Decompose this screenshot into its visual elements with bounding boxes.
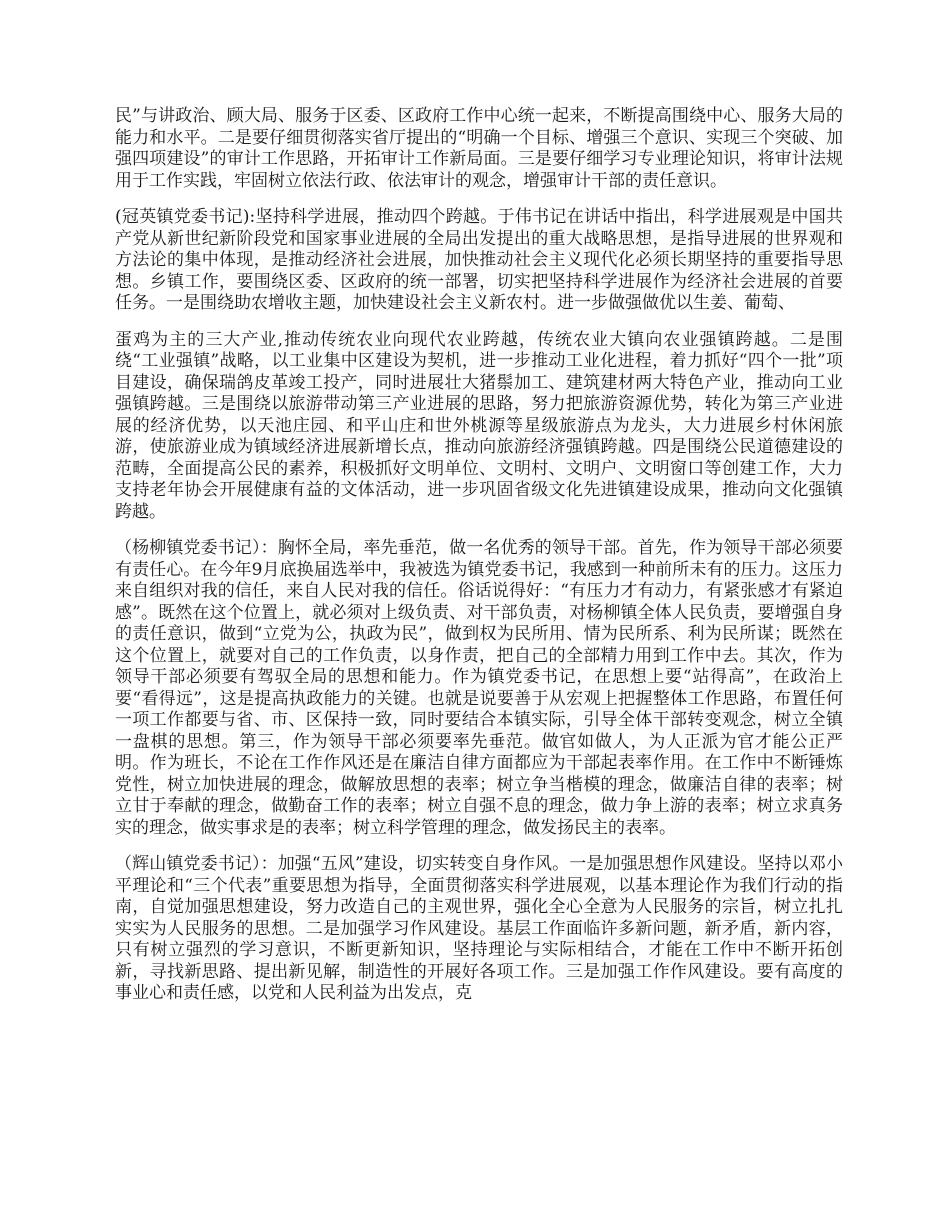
- paragraph-2: (冠英镇党委书记):坚持科学进展，推动四个跨越。于伟书记在讲话中指出，科学进展观是中国共产党从新世纪新阶段党和国家事业进展的全局出发提出的重大战略思想，是指导进展的世界观和方法论的集中体现，是推动经济社会进展，加快推动社会主义现代化必须长期坚持的重要指导思想。乡镇工作，要围绕区委、区政府的统一部署，切实把坚持科学进展作为经济社会进展的首要任务。一是围绕助农增收主题，加快建设社会主义新农村。进一步做强做优以生姜、葡萄、: [115, 207, 843, 313]
- paragraph-1: 民”与讲政治、顾大局、服务于区委、区政府工作中心统一起来，不断提高围绕中心、服务大局的能力和水平。二是要仔细贯彻落实省厅提出的“明确一个目标、增强三个意识、实现三个突破、加强四项建设”的审计工作思路，开拓审计工作新局面。三是要仔细学习专业理论知识，将审计法规用于工作实践，牢固树立依法行政、依法审计的观念，增强审计干部的责任意识。: [115, 106, 843, 191]
- document-page: [115, 106, 843, 1020]
- paragraph-5: （辉山镇党委书记）：加强“五风”建设，切实转变自身作风。一是加强思想作风建设。坚持以邓小平理论和“三个代表”重要思想为指导，全面贯彻落实科学进展观，以基本理论作为我们行动的指南，自觉加强思想建设，努力改造自己的主观世界，强化全心全意为人民服务的宗旨，树立扎扎实实为人民服务的思想。二是加强学习作风建设。基层工作面临许多新问题，新矛盾，新内容，只有树立强烈的学习意识，不断更新知识，坚持理论与实际相结合，才能在工作中不断开拓创新，寻找新思路、提出新见解，制造性的开展好各项工作。三是加强工作作风建设。要有高度的事业心和责任感，以党和人民利益为出发点，克: [115, 854, 843, 1003]
- paragraph-3: 蛋鸡为主的三大产业,推动传统农业向现代农业跨越，传统农业大镇向农业强镇跨越。二是围绕“工业强镇”战略，以工业集中区建设为契机，进一步推动工业化进程，着力抓好“四个一批”项目建设，确保瑞鸽皮革竣工投产，同时进展壮大猪鬃加工、建筑建材两大特色产业，推动向工业强镇跨越。三是围绕以旅游带动第三产业进展的思路，努力把旅游资源优势，转化为第三产业进展的经济优势，以天池庄园、和平山庄和世外桃源等星级旅游点为龙头，大力进展乡村休闲旅游，使旅游业成为镇域经济进展新增长点，推动向旅游经济强镇跨越。四是围绕公民道德建设的范畴，全面提高公民的素养，积极抓好文明单位、文明村、文明户、文明窗口等创建工作，大力支持老年协会开展健康有益的文体活动，进一步巩固省级文化先进镇建设成果，推动向文化强镇跨越。: [115, 329, 843, 522]
- paragraph-4: （杨柳镇党委书记）：胸怀全局，率先垂范，做一名优秀的领导干部。首先，作为领导干部必须要有责任心。在今年9月底换届选举中，我被选为镇党委书记，我感到一种前所未有的压力。这压力来自组织对我的信任，来自人民对我的信任。俗话说得好：“有压力才有动力，有紧张感才有紧迫感”。既然在这个位置上，就必须对上级负责、对干部负责，对杨柳镇全体人民负责，要增强自身的责任意识，做到“立党为公，执政为民”，做到权为民所用、情为民所系、利为民所谋；既然在这个位置上，就要对自己的工作负责，以身作责，把自己的全部精力用到工作中去。其次，作为领导干部必须要有驾驭全局的思想和能力。作为镇党委书记，在思想上要“站得高”，在政治上要“看得远”，这是提高执政能力的关键。也就是说要善于从宏观上把握整体工作思路，布置任何一项工作都要与省、市、区保持一致，同时要结合本镇实际，引导全体干部转变观念，树立全镇一盘棋的思想。第三，作为领导干部必须要率先垂范。做官如做人，为人正派为官才能公正严明。作为班长，不论在工作作风还是在廉洁自律方面都应为干部起表率作用。在工作中不断锤炼党性，树立加快进展的理念，做解放思想的表率；树立争当楷模的理念，做廉洁自律的表率；树立甘于奉献的理念，做勤奋工作的表率；树立自强不息的理念，做力争上游的表率；树立求真务实的理念，做实事求是的表率；树立科学管理的理念，做发扬民主的表率。: [115, 538, 843, 838]
